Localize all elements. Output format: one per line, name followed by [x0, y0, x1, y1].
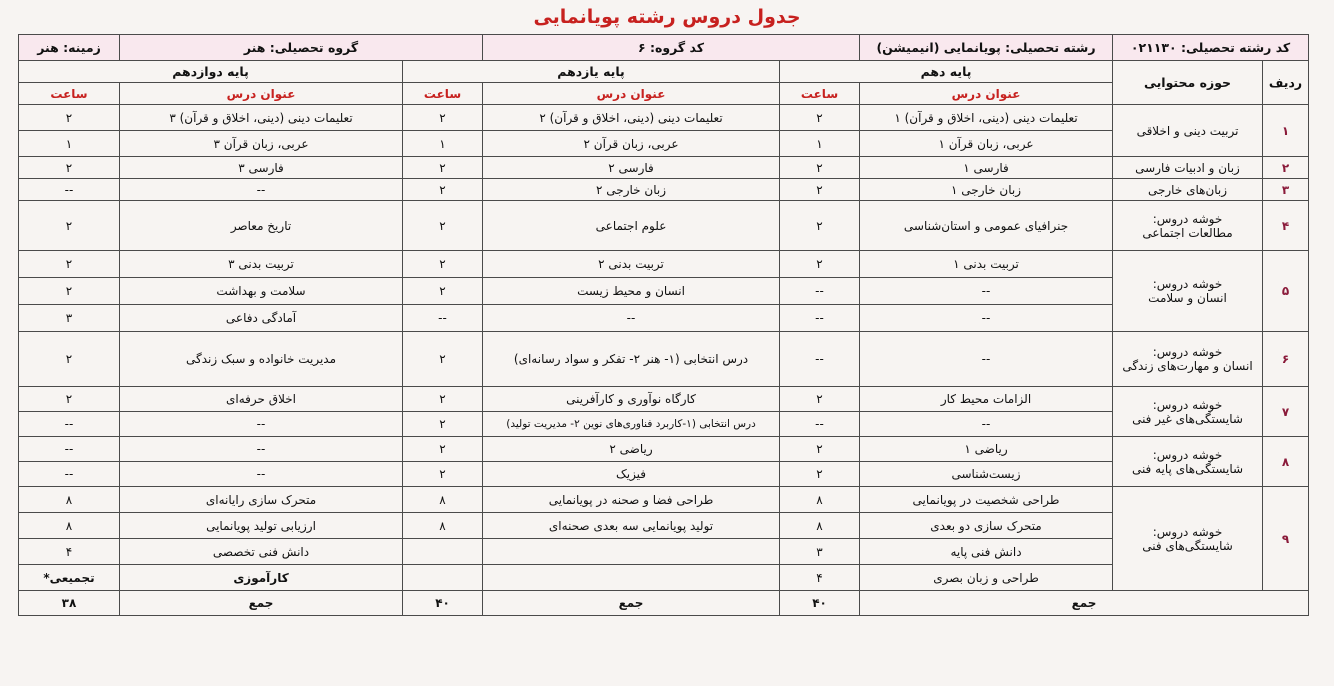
table-row — [19, 157, 1309, 179]
hour-cell: -- — [19, 179, 120, 201]
hour-cell: ۲ — [403, 179, 483, 201]
course-cell: طراحی شخصیت در پویانمایی — [860, 487, 1113, 513]
hour-cell: ۱ — [780, 131, 860, 157]
course-cell: سلامت و بهداشت — [120, 278, 403, 305]
hour-cell: -- — [403, 305, 483, 332]
row-number: ۹ — [1263, 487, 1309, 591]
info-row — [19, 35, 1309, 61]
course-cell: تعلیمات دینی (دینی، اخلاق و قرآن) ۱ — [860, 105, 1113, 131]
hour-cell: -- — [19, 437, 120, 462]
course-cell: عربی، زبان قرآن ۲ — [483, 131, 780, 157]
hour-cell: ۲ — [780, 201, 860, 251]
field-code: کد رشته تحصیلی: ۰۲۱۱۳۰ — [1113, 35, 1309, 61]
row-number: ۳ — [1263, 179, 1309, 201]
course-cell: متحرک سازی دو بعدی — [860, 513, 1113, 539]
totals-row — [19, 591, 1309, 616]
course-header: عنوان درس — [860, 83, 1113, 105]
course-cell: الزامات محیط کار — [860, 387, 1113, 412]
course-cell: -- — [120, 437, 403, 462]
hour-cell: -- — [19, 462, 120, 487]
row-number: ۶ — [1263, 332, 1309, 387]
course-cell: ریاضی ۱ — [860, 437, 1113, 462]
hour-cell: ۲ — [780, 105, 860, 131]
hour-cell: ۲ — [403, 157, 483, 179]
hour-cell: ۴ — [780, 565, 860, 591]
hour-cell: ۲ — [780, 179, 860, 201]
course-cell: درس انتخابی (۱- هنر ۲- تفکر و سواد رسانه‌ای) — [483, 332, 780, 387]
field-zamineh: زمینه: هنر — [19, 35, 120, 61]
hour-cell: ۲ — [403, 462, 483, 487]
domain-label-name: انسان و سلامت — [1148, 291, 1227, 305]
table-row — [19, 251, 1309, 278]
hour-cell — [403, 539, 483, 565]
course-cell: تربیت بدنی ۱ — [860, 251, 1113, 278]
domain-label-name: شایستگی‌های غیر فنی — [1132, 411, 1243, 426]
hour-cell: -- — [780, 412, 860, 437]
hour-cell: ۸ — [780, 513, 860, 539]
hour-cell: ۱ — [403, 131, 483, 157]
document-title: جدول دروس رشته پویانمایی — [533, 6, 801, 28]
domain-header: حوزه محتوایی — [1113, 61, 1263, 105]
radif-header: ردیف — [1263, 61, 1309, 105]
row-number: ۴ — [1263, 201, 1309, 251]
total-grade11: ۴۰ — [403, 591, 483, 616]
hour-cell: ۳ — [780, 539, 860, 565]
domain-label-prefix: خوشه دروس: — [1152, 345, 1223, 359]
course-cell: -- — [860, 278, 1113, 305]
hour-cell: ۲ — [403, 251, 483, 278]
course-cell — [483, 539, 780, 565]
course-cell: تعلیمات دینی (دینی، اخلاق و قرآن) ۳ — [120, 105, 403, 131]
course-cell: دانش فنی تخصصی — [120, 539, 403, 565]
course-cell: فارسی ۱ — [860, 157, 1113, 179]
course-cell: -- — [120, 179, 403, 201]
domain-label: زبان‌های خارجی — [1113, 179, 1263, 201]
table-row — [19, 201, 1309, 251]
domain-label — [1113, 387, 1263, 437]
hour-cell: ۸ — [19, 487, 120, 513]
table-row — [19, 105, 1309, 131]
course-cell: جنرافیای عمومی و استان‌شناسی — [860, 201, 1113, 251]
grade10-header: پایه دهم — [780, 61, 1113, 83]
total-grade12: ۳۸ — [19, 591, 120, 616]
domain-label-prefix: خوشه دروس: — [1152, 277, 1223, 291]
hour-cell: -- — [780, 332, 860, 387]
hour-cell: ۲ — [19, 157, 120, 179]
course-cell: عربی، زبان قرآن ۳ — [120, 131, 403, 157]
domain-label — [1113, 487, 1263, 591]
grade12-header: پایه دوازدهم — [19, 61, 403, 83]
hour-cell: -- — [780, 305, 860, 332]
total-grade10: ۴۰ — [780, 591, 860, 616]
hour-cell: ۲ — [780, 437, 860, 462]
hour-cell: ۲ — [403, 332, 483, 387]
course-cell: -- — [860, 305, 1113, 332]
course-cell — [483, 565, 780, 591]
domain-label-name: انسان و مهارت‌های زندگی — [1122, 359, 1253, 373]
course-cell: طراحی و زبان بصری — [860, 565, 1113, 591]
hour-cell: ۲ — [780, 157, 860, 179]
hour-cell: -- — [780, 278, 860, 305]
course-cell: فارسی ۳ — [120, 157, 403, 179]
course-cell: فیزیک — [483, 462, 780, 487]
total-label: جمع — [120, 591, 403, 616]
hour-cell: ۴ — [19, 539, 120, 565]
course-cell: زبان خارجی ۲ — [483, 179, 780, 201]
row-number: ۷ — [1263, 387, 1309, 437]
course-header: عنوان درس — [483, 83, 780, 105]
hour-cell: ۲ — [19, 201, 120, 251]
hour-cell: ۱ — [19, 131, 120, 157]
course-cell: ارزیابی تولید پویانمایی — [120, 513, 403, 539]
hour-cell: ۳ — [19, 305, 120, 332]
hour-header: ساعت — [19, 83, 120, 105]
hour-cell: ۲ — [19, 105, 120, 131]
course-cell: -- — [120, 412, 403, 437]
domain-label-prefix: خوشه دروس: — [1152, 397, 1223, 412]
group-code: کد گروه: ۶ — [483, 35, 860, 61]
hour-cell: -- — [19, 412, 120, 437]
domain-label — [1113, 201, 1263, 251]
hour-cell: ۸ — [403, 487, 483, 513]
course-cell: اخلاق حرفه‌ای — [120, 387, 403, 412]
domain-label: تربیت دینی و اخلاقی — [1113, 105, 1263, 157]
hour-cell: ۲ — [780, 387, 860, 412]
course-cell: مدیریت خانواده و سبک زندگی — [120, 332, 403, 387]
field-group: گروه تحصیلی: هنر — [120, 35, 483, 61]
course-cell: طراحی فضا و صحنه در پویانمایی — [483, 487, 780, 513]
domain-label-prefix: خوشه دروس: — [1152, 524, 1223, 539]
domain-label — [1113, 437, 1263, 487]
row-number: ۵ — [1263, 251, 1309, 332]
hour-header: ساعت — [780, 83, 860, 105]
course-cell: تعلیمات دینی (دینی، اخلاق و قرآن) ۲ — [483, 105, 780, 131]
hour-cell: ۲ — [780, 462, 860, 487]
hour-cell: ۲ — [19, 332, 120, 387]
hour-cell: ۲ — [403, 387, 483, 412]
course-cell: تولید پویانمایی سه بعدی صحنه‌ای — [483, 513, 780, 539]
hour-cell: ۸ — [780, 487, 860, 513]
course-cell: درس انتخابی (۱-کاربرد فناوری‌های نوین ۲- مدیریت تولید) — [483, 412, 780, 437]
hour-cell: تجمیعی* — [19, 565, 120, 591]
table-row — [19, 179, 1309, 201]
total-label: جمع — [860, 591, 1309, 616]
course-cell: علوم اجتماعی — [483, 201, 780, 251]
course-cell: انسان و محیط زیست — [483, 278, 780, 305]
course-cell: ریاضی ۲ — [483, 437, 780, 462]
hour-header: ساعت — [403, 83, 483, 105]
domain-label-name: شایستگی‌های پایه فنی — [1131, 461, 1244, 476]
course-cell: -- — [483, 305, 780, 332]
domain-label — [1113, 332, 1263, 387]
domain-label-prefix: خوشه دروس: — [1152, 447, 1223, 462]
grade-header-row — [19, 61, 1309, 83]
hour-cell: ۲ — [19, 251, 120, 278]
hour-cell: ۲ — [403, 437, 483, 462]
course-cell: عربی، زبان قرآن ۱ — [860, 131, 1113, 157]
course-cell: کارگاه نوآوری و کارآفرینی — [483, 387, 780, 412]
hour-cell: ۸ — [19, 513, 120, 539]
course-cell: زبان خارجی ۱ — [860, 179, 1113, 201]
row-number: ۸ — [1263, 437, 1309, 487]
course-header: عنوان درس — [120, 83, 403, 105]
course-cell: دانش فنی پایه — [860, 539, 1113, 565]
row-number: ۲ — [1263, 157, 1309, 179]
hour-cell: ۲ — [403, 105, 483, 131]
hour-cell: ۲ — [403, 278, 483, 305]
row-number: ۱ — [1263, 105, 1309, 157]
table-row — [19, 332, 1309, 387]
course-cell: تاریخ معاصر — [120, 201, 403, 251]
hour-cell: ۲ — [403, 201, 483, 251]
curriculum-table — [18, 34, 1309, 616]
domain-label-name: مطالعات اجتماعی — [1142, 225, 1233, 240]
course-cell: -- — [860, 412, 1113, 437]
hour-cell: ۲ — [780, 251, 860, 278]
domain-label-prefix: خوشه دروس: — [1152, 211, 1223, 226]
table-row — [19, 487, 1309, 513]
hour-cell: ۲ — [19, 387, 120, 412]
field-name: رشته تحصیلی: پویانمایی (انیمیشن) — [860, 35, 1113, 61]
table-row — [19, 387, 1309, 412]
hour-cell: ۲ — [19, 278, 120, 305]
total-label: جمع — [483, 591, 780, 616]
course-cell: متحرک سازی رایانه‌ای — [120, 487, 403, 513]
domain-label: زبان و ادبیات فارسی — [1113, 157, 1263, 179]
domain-label — [1113, 251, 1263, 332]
course-cell: فارسی ۲ — [483, 157, 780, 179]
course-cell: تربیت بدنی ۳ — [120, 251, 403, 278]
course-cell: -- — [860, 332, 1113, 387]
hour-cell — [403, 565, 483, 591]
course-cell: کارآموزی — [120, 565, 403, 591]
course-cell: -- — [120, 462, 403, 487]
course-cell: آمادگی دفاعی — [120, 305, 403, 332]
grade11-header: پایه یازدهم — [403, 61, 780, 83]
hour-cell: ۸ — [403, 513, 483, 539]
course-cell: زیست‌شناسی — [860, 462, 1113, 487]
course-cell: تربیت بدنی ۲ — [483, 251, 780, 278]
table-row — [19, 437, 1309, 462]
domain-label-name: شایستگی‌های فنی — [1142, 538, 1233, 553]
hour-cell: ۲ — [403, 412, 483, 437]
